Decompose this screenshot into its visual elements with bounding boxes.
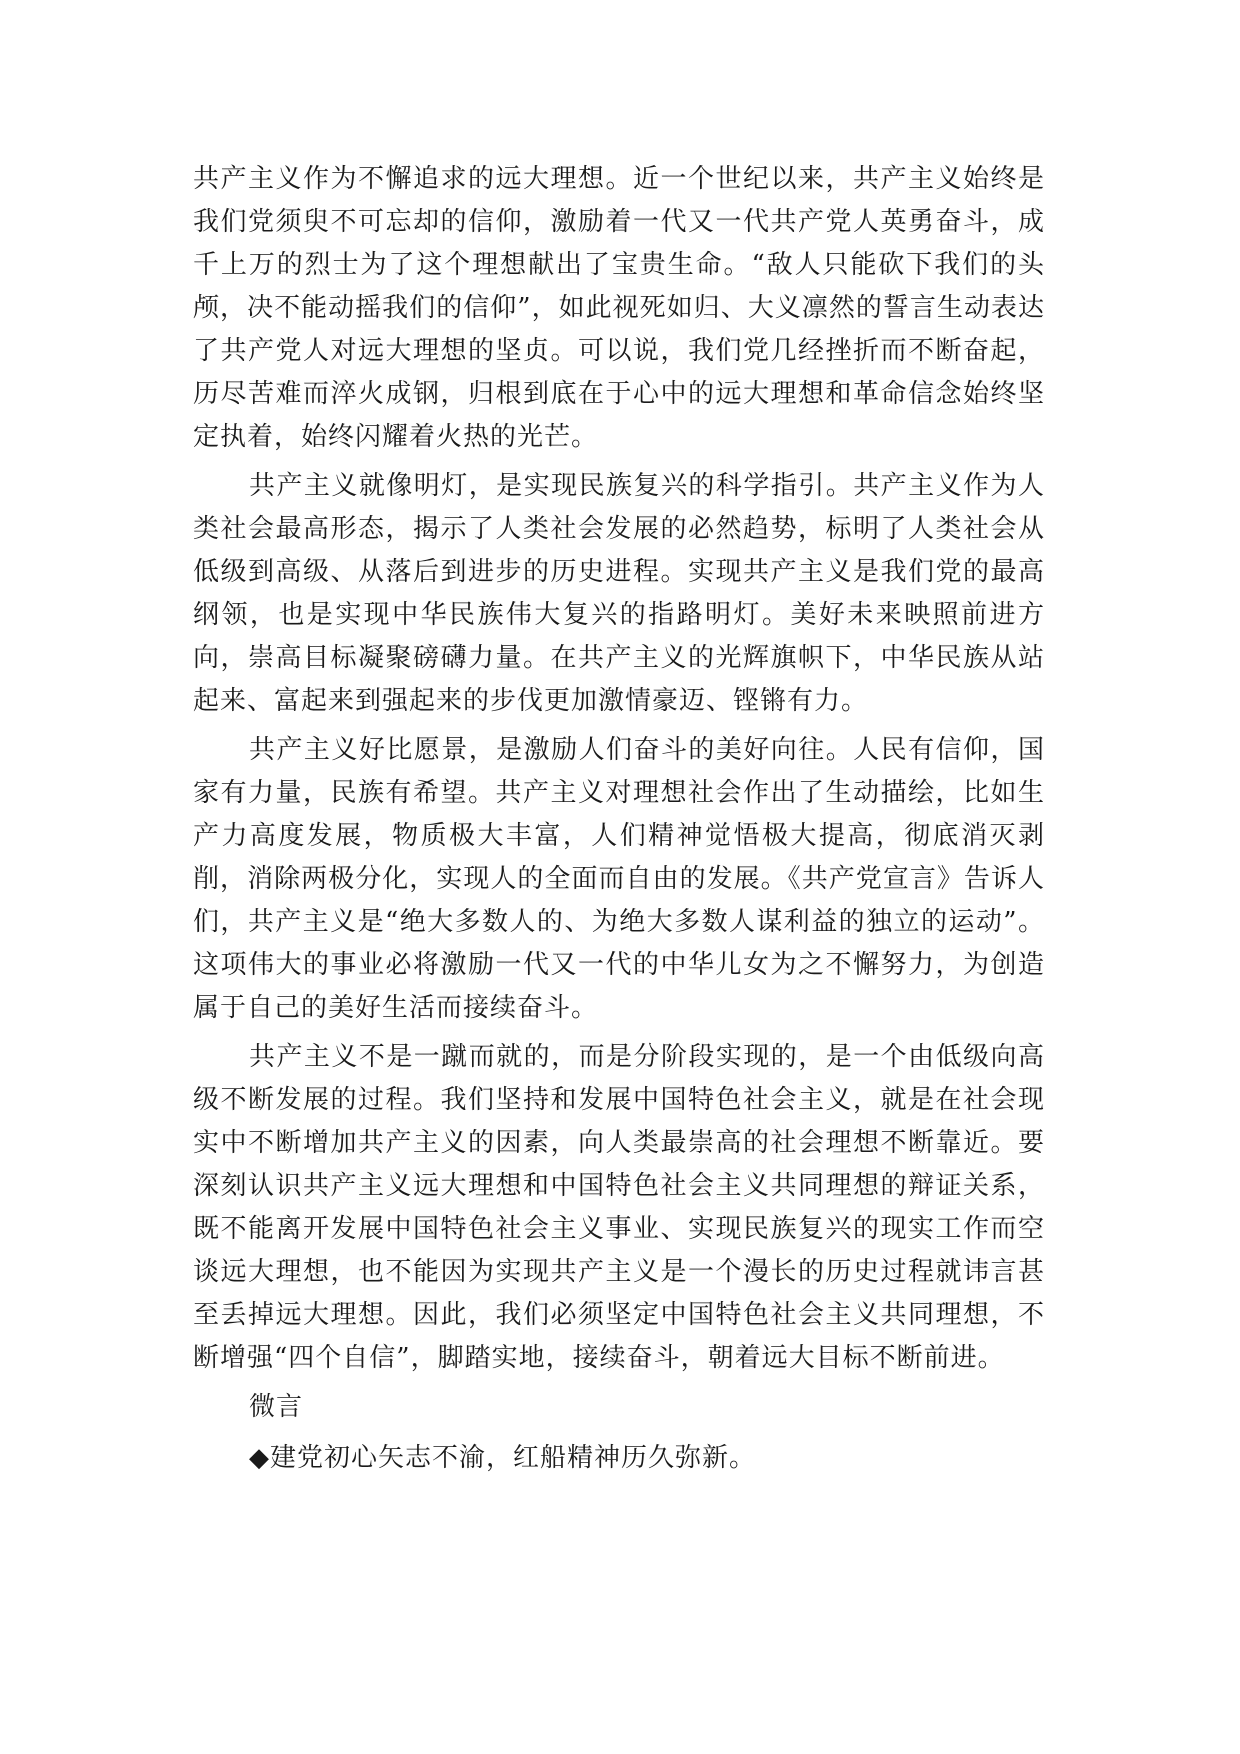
section-label: 微言 — [249, 1392, 304, 1422]
paragraph-4: 共产主义不是一蹴而就的，而是分阶段实现的，是一个由低级向高级不断发展的过程。我们坚持和发展中国特色社会主义，就是在社会现实中不断增加共产主义的因素，向人类最崇高的社会理想不断靠近。要深刻认识共产主义远大理想和中国特色社会主义共同理想的辩证关系，既不能离开发展中国特色社会主义事业、实现民族复兴的现实工作而空谈远大理想，也不能因为实现共产主义是一个漫长的历史过程就讳言甚至丢掉远大理想。因此，我们必须坚定中国特色社会主义共同理想，不断增强“四个自信”，脚踏实地，接续奋斗，朝着远大目标不断前进。 — [193, 1042, 1045, 1373]
paragraph-3: 共产主义好比愿景，是激励人们奋斗的美好向往。人民有信仰，国家有力量，民族有希望。共产主义对理想社会作出了生动描绘，比如生产力高度发展，物质极大丰富，人们精神觉悟极大提高，彻底消灭剥削，消除两极分化，实现人的全面而自由的发展。《共产党宣言》告诉人们，共产主义是“绝大多数人的、为绝大多数人谋利益的独立的运动”。这项伟大的事业必将激励一代又一代的中华儿女为之不懈努力，为创造属于自己的美好生活而接续奋斗。 — [193, 735, 1045, 1023]
paragraph-1: 共产主义作为不懈追求的远大理想。近一个世纪以来，共产主义始终是我们党须臾不可忘却的信仰，激励着一代又一代共产党人英勇奋斗，成千上万的烈士为了这个理想献出了宝贵生命。“敌人只能砍下我们的头颅，决不能动摇我们的信仰”，如此视死如归、大义凛然的誓言生动表达了共产党人对远大理想的坚贞。可以说，我们党几经挫折而不断奋起，历尽苦难而淬火成钢，归根到底在于心中的远大理想和革命信念始终坚定执着，始终闪耀着火热的光芒。 — [193, 164, 1045, 452]
document-body — [193, 158, 1045, 1480]
bullet-item: ◆建党初心矢志不渝，红船精神历久弥新。 — [249, 1443, 756, 1473]
paragraph-2: 共产主义就像明灯，是实现民族复兴的科学指引。共产主义作为人类社会最高形态，揭示了人类社会发展的必然趋势，标明了人类社会从低级到高级、从落后到进步的历史进程。实现共产主义是我们党的最高纲领，也是实现中华民族伟大复兴的指路明灯。美好未来映照前进方向，崇高目标凝聚磅礴力量。在共产主义的光辉旗帜下，中华民族从站起来、富起来到强起来的步伐更加激情豪迈、铿锵有力。 — [193, 471, 1045, 716]
